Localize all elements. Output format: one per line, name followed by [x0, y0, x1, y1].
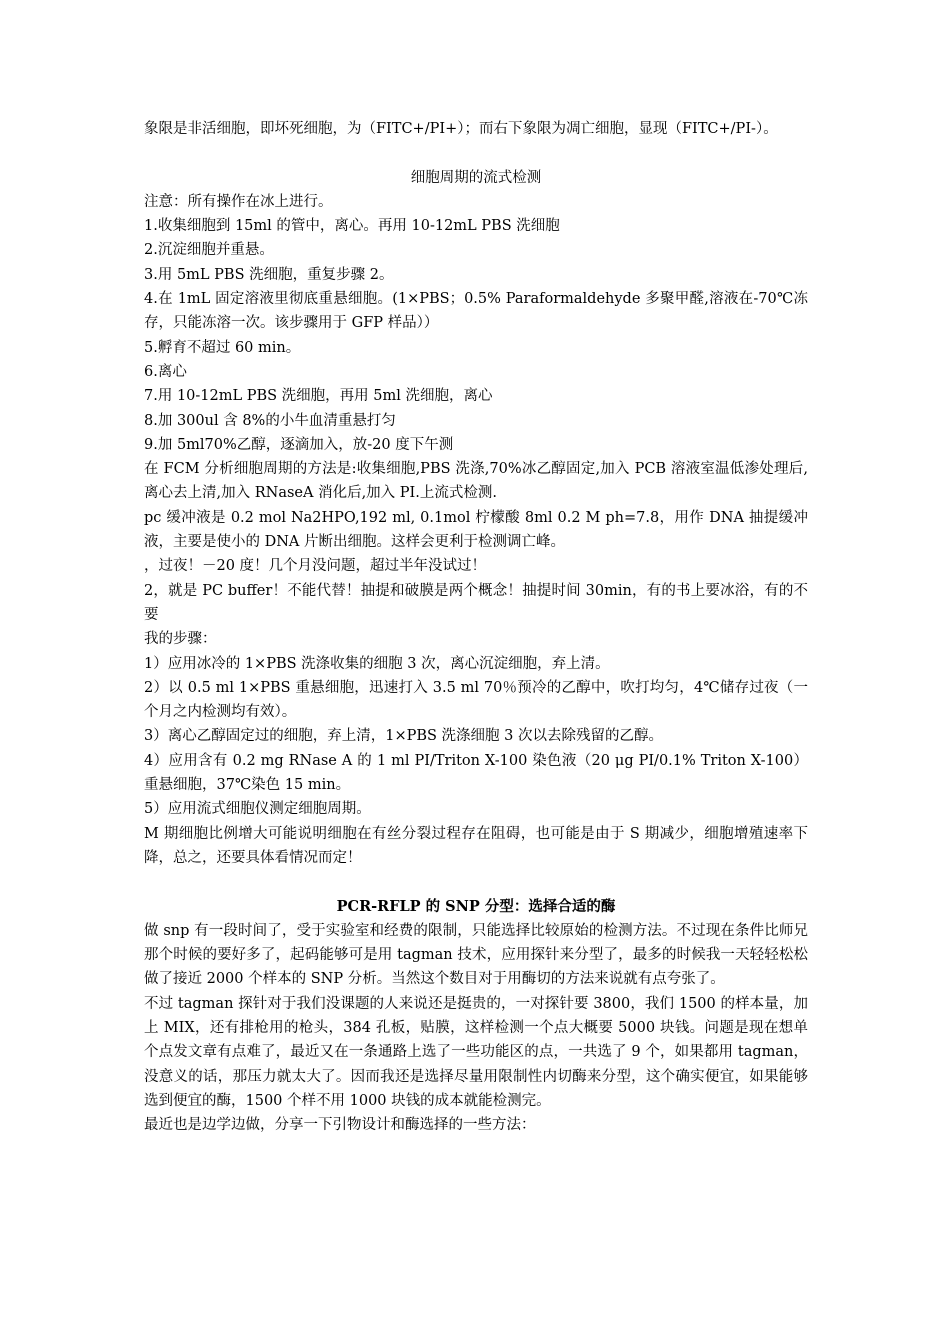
- paragraph: 最近也是边学边做，分享一下引物设计和酶选择的一些方法：: [144, 1117, 536, 1134]
- paragraph: 8.加 300ul 含 8%的小牛血清重悬打匀: [144, 412, 396, 429]
- paragraph: 4）应用含有 0.2 mg RNase A 的 1 ml PI/Triton X-100 染色液（20 μg PI/0.1% Triton X-100）重悬细胞，37℃染色 15 min。: [144, 752, 808, 794]
- paragraph: pc 缓冲液是 0.2 mol Na2HPO,192 ml, 0.1mol 柠檬酸 8ml 0.2 M ph=7.8，用作 DNA 抽提缓冲液，主要是使小的 DNA 片断出细胞。这样会更利于检测调亡峰。: [144, 509, 808, 551]
- spacer: [144, 870, 808, 894]
- paragraph: 2.沉淀细胞并重悬。: [144, 242, 274, 259]
- paragraph: 3）离心乙醇固定过的细胞，弃上清，1×PBS 洗涤细胞 3 次以去除残留的乙醇。: [144, 728, 663, 745]
- paragraph: ，过夜！－20 度！几个月没问题，超过半年没试过！: [144, 558, 487, 575]
- intro-paragraph: 象限是非活细胞，即坏死细胞，为（FITC+/PI+）；而右下象限为凋亡细胞，显现（FITC+/PI-）。: [144, 121, 778, 137]
- paragraph: 注意：所有操作在冰上进行。: [144, 193, 333, 210]
- paragraph: 做 snp 有一段时间了，受于实验室和经费的限制，只能选择比较原始的检测方法。不过现在条件比师兄那个时候的要好多了，起码能够可是用 tagman 技术，应用探针来分型了，最多的时候我一天轻轻松松做了接近 2000 个样本的 SNP 分析。当然这个数目对于用酶切的方法来说就有点夸张了。: [144, 922, 808, 988]
- paragraph: 7.用 10-12mL PBS 洗细胞，再用 5ml 洗细胞，离心: [144, 388, 493, 405]
- paragraph: 9.加 5ml70%乙醇，逐滴加入，放-20 度下午测: [144, 436, 454, 453]
- paragraph: 2，就是 PC buffer！不能代替！抽提和破膜是两个概念！抽提时间 30min，有的书上要冰浴，有的不要: [144, 582, 808, 623]
- document-body: [144, 117, 808, 1137]
- paragraph: 在 FCM 分析细胞周期的方法是:收集细胞,PBS 洗涤,70%冰乙醇固定,加入 PCB 溶液室温低渗处理后,离心去上清,加入 RNaseA 消化后,加入 PI.上流式检测.: [144, 461, 808, 502]
- section-title-cell-cycle: 细胞周期的流式检测: [410, 169, 542, 186]
- paragraph: 5.孵育不超过 60 min。: [144, 339, 301, 356]
- paragraph: 我的步骤：: [144, 631, 217, 648]
- paragraph: 1）应用冰冷的 1×PBS 洗涤收集的细胞 3 次，离心沉淀细胞，弃上清。: [144, 655, 610, 672]
- paragraph: M 期细胞比例增大可能说明细胞在有丝分裂过程存在阻碍，也可能是由于 S 期减少，细胞增殖速率下降，总之，还要具体看情况而定！: [144, 825, 808, 866]
- paragraph: 5）应用流式细胞仪测定细胞周期。: [144, 801, 371, 818]
- paragraph: 2）以 0.5 ml 1×PBS 重悬细胞，迅速打入 3.5 ml 70％预冷的乙醇中，吹打均匀，4℃储存过夜（一个月之内检测均有效）。: [144, 679, 808, 721]
- paragraph: 3.用 5mL PBS 洗细胞，重复步骤 2。: [144, 266, 394, 283]
- paragraph: 1.收集细胞到 15ml 的管中，离心。再用 10-12mL PBS 洗细胞: [144, 218, 560, 235]
- paragraph: 4.在 1mL 固定溶液里彻底重悬细胞。(1×PBS；0.5% Paraformaldehyde 多聚甲醛,溶液在-70℃冻存，只能冻溶一次。该步骤用于 GFP 样品））: [144, 291, 808, 332]
- spacer: [144, 141, 808, 165]
- section-title-snp: PCR-RFLP 的 SNP 分型：选择合适的酶: [336, 897, 616, 915]
- paragraph: 不过 tagman 探针对于我们没课题的人来说还是挺贵的，一对探针要 3800，我们 1500 的样本量，加上 MIX，还有排枪用的枪头，384 孔板，贴膜，这样检测一个点大概要 5000 块钱。问题是现在想单个点发文章有点难了，最近又在一条通路上选了一些功能区的点，一共选了 9 个，如果都用 tagman，没意义的话，那压力就太大了。因而我还是选择尽量用限制性内切酶来分型，这个确实便宜，如果能够选到便宜的酶，1500 个样不用 1000 块钱的成本就能检测完。: [144, 995, 808, 1109]
- paragraph: 6.离心: [144, 363, 187, 380]
